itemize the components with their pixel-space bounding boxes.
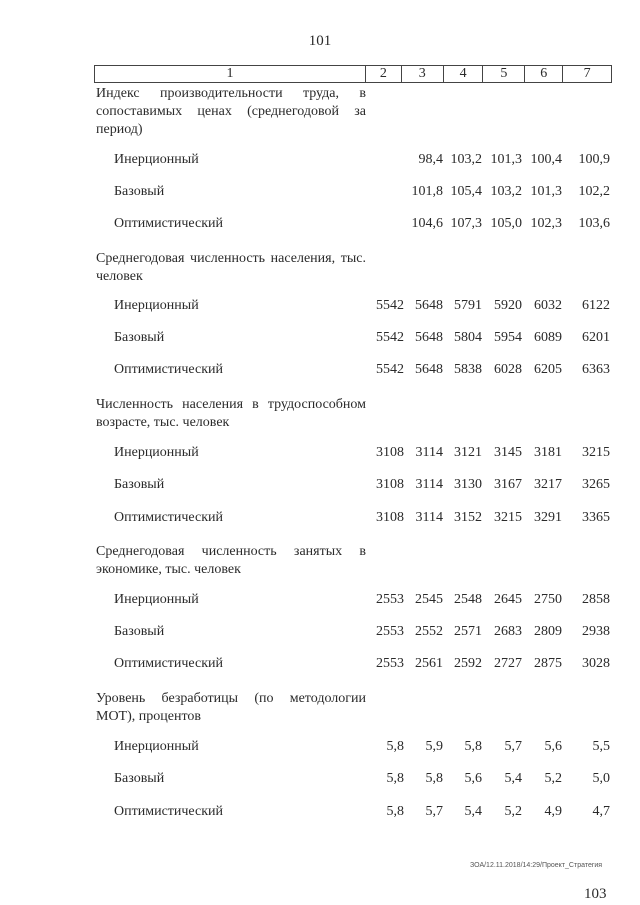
- cell-col3: 98,4: [418, 152, 443, 167]
- table-row: [0, 214, 640, 234]
- table-row: [0, 508, 640, 528]
- header-cell-4: 4: [444, 66, 484, 82]
- cell-col3: 5,7: [425, 804, 443, 819]
- cell-col2: 2553: [376, 656, 404, 671]
- cell-col4: 2548: [454, 592, 482, 607]
- row-label: Оптимистический: [114, 510, 223, 525]
- cell-col4: 2592: [454, 656, 482, 671]
- cell-col6: 100,4: [530, 152, 562, 167]
- cell-col5: 3167: [494, 477, 522, 492]
- table-row: [0, 802, 640, 822]
- cell-col6: 3181: [534, 445, 562, 460]
- row-label: Инерционный: [114, 445, 199, 460]
- cell-col5: 2727: [494, 656, 522, 671]
- table-row: [0, 150, 640, 170]
- cell-col7: 102,2: [578, 184, 610, 199]
- row-label: Инерционный: [114, 152, 199, 167]
- cell-col3: 3114: [415, 510, 443, 525]
- row-label: Инерционный: [114, 739, 199, 754]
- cell-col7: 6363: [582, 362, 610, 377]
- cell-col4: 5,6: [464, 771, 482, 786]
- table-row: [0, 737, 640, 757]
- row-label: Инерционный: [114, 592, 199, 607]
- group-title-working-age-population: Численность населения в трудоспособном возрасте, тыс. человек: [96, 397, 366, 430]
- row-label: Оптимистический: [114, 362, 223, 377]
- page-number: 101: [308, 33, 332, 49]
- cell-col7: 5,5: [592, 739, 610, 754]
- cell-col3: 5,9: [425, 739, 443, 754]
- group-title-labor-productivity: Индекс производительности труда, в сопоставимых ценах (среднегодовой за период): [96, 86, 366, 137]
- group-title-employed: Среднегодовая численность занятых в экономике, тыс. человек: [96, 544, 366, 577]
- cell-col4: 5791: [454, 298, 482, 313]
- table-row: [0, 769, 640, 789]
- cell-col7: 103,6: [578, 216, 610, 231]
- cell-col4: 103,2: [450, 152, 482, 167]
- cell-col6: 3291: [534, 510, 562, 525]
- cell-col6: 5,2: [544, 771, 562, 786]
- table-row: [0, 296, 640, 316]
- cell-col3: 2545: [415, 592, 443, 607]
- cell-col5: 3215: [494, 510, 522, 525]
- cell-col5: 5920: [494, 298, 522, 313]
- row-label: Оптимистический: [114, 216, 223, 231]
- cell-col6: 4,9: [544, 804, 562, 819]
- cell-col4: 5804: [454, 330, 482, 345]
- cell-col2: 3108: [376, 510, 404, 525]
- cell-col2: 3108: [376, 445, 404, 460]
- cell-col7: 3215: [582, 445, 610, 460]
- cell-col2: 5,8: [386, 804, 404, 819]
- cell-col6: 3217: [534, 477, 562, 492]
- cell-col6: 5,6: [544, 739, 562, 754]
- cell-col6: 2750: [534, 592, 562, 607]
- cell-col4: 2571: [454, 624, 482, 639]
- row-label: Оптимистический: [114, 656, 223, 671]
- cell-col7: 2858: [582, 592, 610, 607]
- group-title-unemployment: Уровень безработицы (по методологии МОТ), процентов: [96, 691, 366, 724]
- cell-col5: 2683: [494, 624, 522, 639]
- row-label: Базовый: [114, 330, 165, 345]
- cell-col3: 5648: [415, 362, 443, 377]
- cell-col7: 4,7: [592, 804, 610, 819]
- cell-col2: 3108: [376, 477, 404, 492]
- cell-col4: 5,4: [464, 804, 482, 819]
- cell-col5: 6028: [494, 362, 522, 377]
- cell-col2: 2553: [376, 592, 404, 607]
- cell-col4: 5838: [454, 362, 482, 377]
- cell-col4: 107,3: [450, 216, 482, 231]
- cell-col6: 2875: [534, 656, 562, 671]
- row-label: Базовый: [114, 624, 165, 639]
- cell-col5: 3145: [494, 445, 522, 460]
- header-cell-3: 3: [402, 66, 444, 82]
- table-row: [0, 475, 640, 495]
- table-row: [0, 443, 640, 463]
- table-header-row: [94, 65, 612, 83]
- table-row: [0, 360, 640, 380]
- cell-col5: 105,0: [490, 216, 522, 231]
- cell-col3: 2561: [415, 656, 443, 671]
- cell-col6: 6032: [534, 298, 562, 313]
- cell-col7: 6122: [582, 298, 610, 313]
- cell-col4: 3130: [454, 477, 482, 492]
- cell-col3: 2552: [415, 624, 443, 639]
- cell-col6: 6089: [534, 330, 562, 345]
- cell-col7: 2938: [582, 624, 610, 639]
- cell-col4: 3152: [454, 510, 482, 525]
- cell-col7: 100,9: [578, 152, 610, 167]
- table-row: [0, 182, 640, 202]
- header-cell-5: 5: [483, 66, 525, 82]
- table-row: [0, 654, 640, 674]
- row-label: Базовый: [114, 477, 165, 492]
- table-row: [0, 622, 640, 642]
- row-label: Базовый: [114, 771, 165, 786]
- cell-col7: 3365: [582, 510, 610, 525]
- cell-col5: 2645: [494, 592, 522, 607]
- header-cell-2: 2: [366, 66, 402, 82]
- row-label: Базовый: [114, 184, 165, 199]
- table-row: [0, 328, 640, 348]
- cell-col5: 101,3: [490, 152, 522, 167]
- cell-col5: 103,2: [490, 184, 522, 199]
- cell-col7: 5,0: [592, 771, 610, 786]
- cell-col2: 2553: [376, 624, 404, 639]
- cell-col3: 5648: [415, 330, 443, 345]
- header-cell-7: 7: [583, 66, 591, 81]
- cell-col2: 5542: [376, 330, 404, 345]
- cell-col3: 3114: [415, 445, 443, 460]
- header-cell-6: 6: [525, 66, 563, 82]
- cell-col3: 5,8: [425, 771, 443, 786]
- cell-col3: 104,6: [411, 216, 443, 231]
- cell-col7: 3265: [582, 477, 610, 492]
- cell-col5: 5,7: [504, 739, 522, 754]
- cell-col6: 101,3: [530, 184, 562, 199]
- header-cell-1: 1: [95, 66, 366, 82]
- cell-col6: 102,3: [530, 216, 562, 231]
- cell-col3: 101,8: [411, 184, 443, 199]
- cell-col4: 3121: [454, 445, 482, 460]
- cell-col7: 3028: [582, 656, 610, 671]
- cell-col5: 5,4: [504, 771, 522, 786]
- cell-col4: 105,4: [450, 184, 482, 199]
- row-label: Оптимистический: [114, 804, 223, 819]
- cell-col6: 6205: [534, 362, 562, 377]
- cell-col4: 5,8: [464, 739, 482, 754]
- row-label: Инерционный: [114, 298, 199, 313]
- cell-col6: 2809: [534, 624, 562, 639]
- cell-col2: 5542: [376, 362, 404, 377]
- cell-col5: 5,2: [504, 804, 522, 819]
- cell-col2: 5542: [376, 298, 404, 313]
- footer-stamp: ЗОА/12.11.2018/14:29/Проект_Стратегия: [470, 862, 603, 869]
- cell-col3: 5648: [415, 298, 443, 313]
- cell-col7: 6201: [582, 330, 610, 345]
- group-title-population: Среднегодовая численность населения, тыс. человек: [96, 251, 366, 284]
- table-row: [0, 590, 640, 610]
- cell-col2: 5,8: [386, 771, 404, 786]
- bottom-page-number: 103: [584, 886, 607, 902]
- cell-col5: 5954: [494, 330, 522, 345]
- cell-col2: 5,8: [386, 739, 404, 754]
- cell-col3: 3114: [415, 477, 443, 492]
